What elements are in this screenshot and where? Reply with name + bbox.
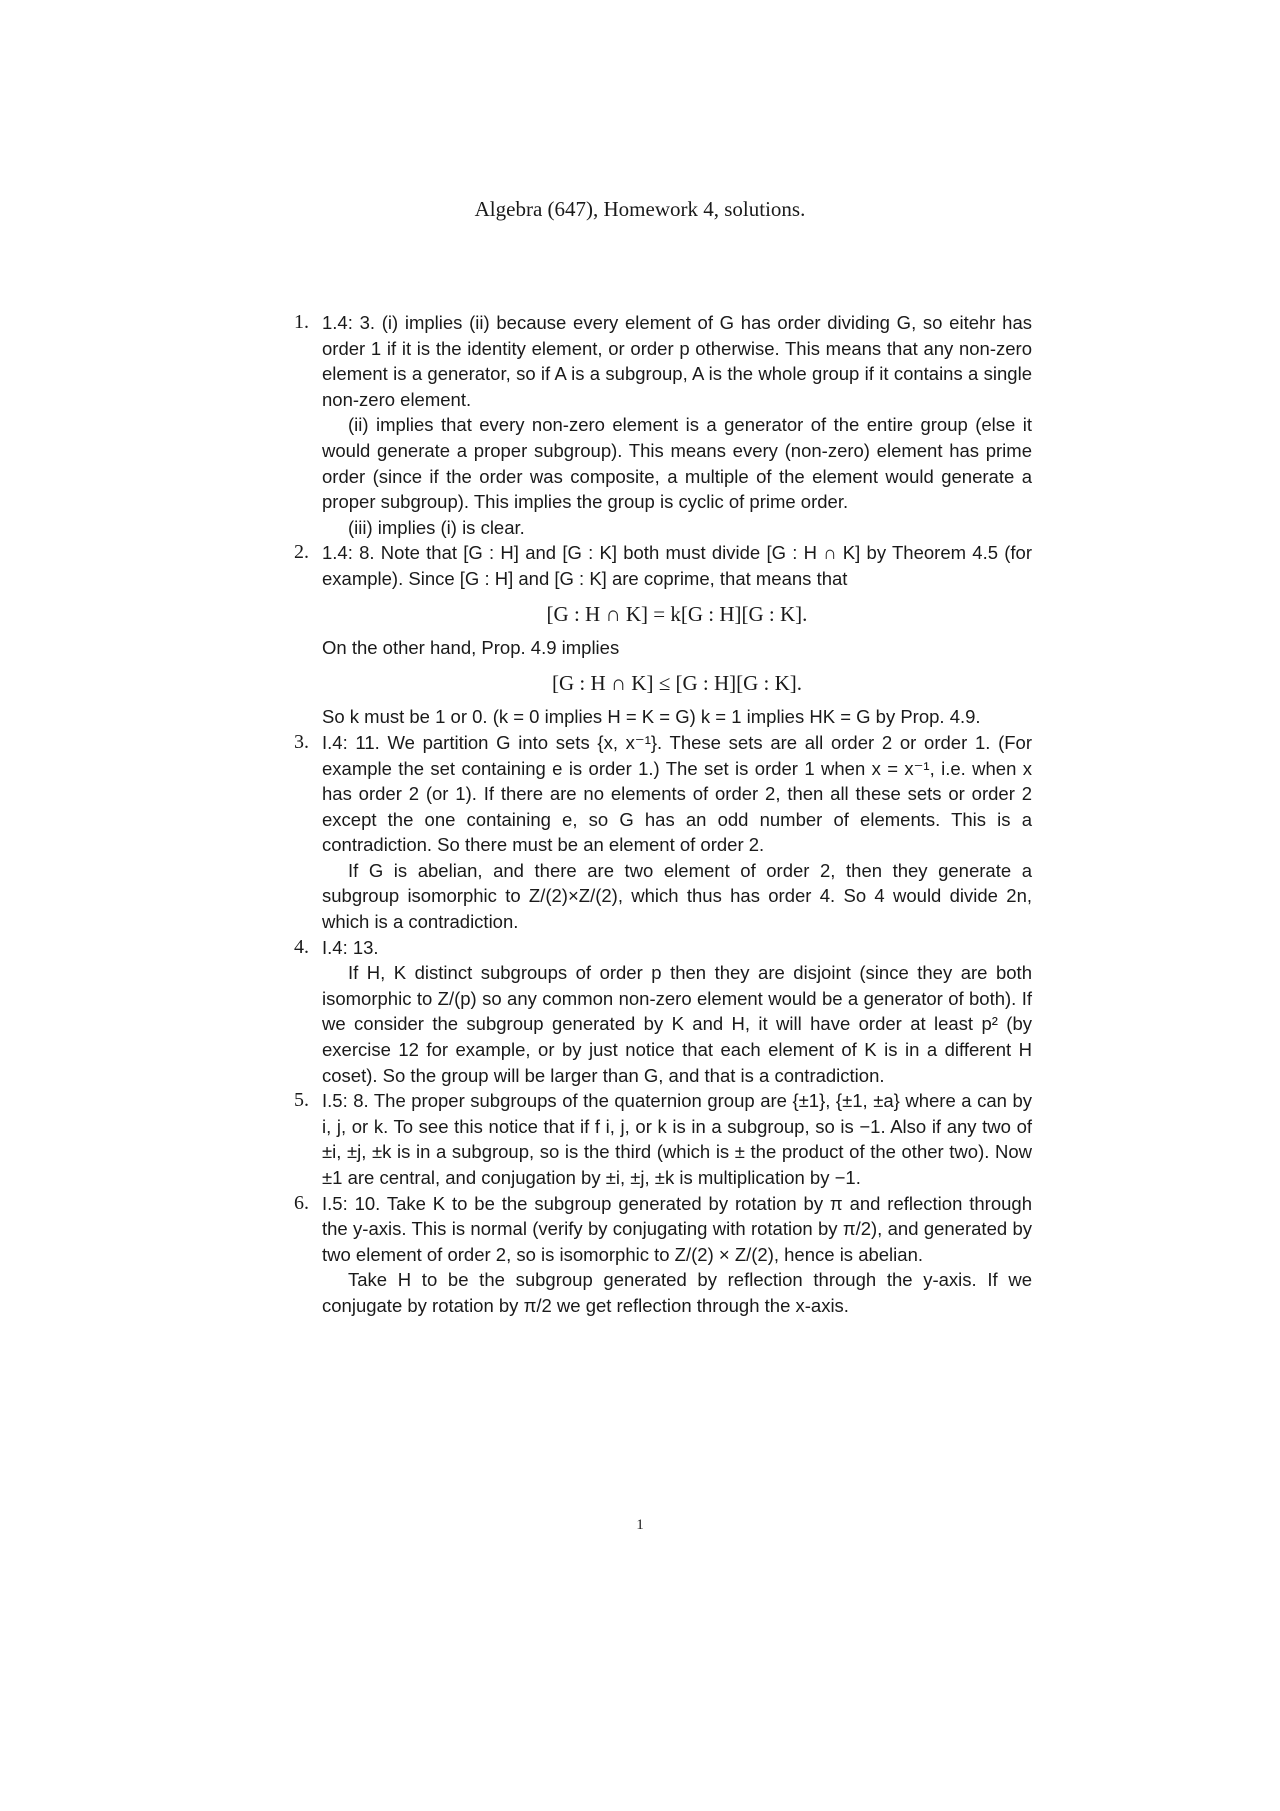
- problem-number: 1.: [294, 311, 309, 333]
- problem-paragraph: If G is abelian, and there are two element of order 2, then they generate a subgroup isomorphic to Z/(2)×Z/(2), which thus has order 4. So 4 would divide 2n, which is a contradiction.: [322, 859, 1032, 933]
- problem-paragraph: So k must be 1 or 0. (k = 0 implies H = K = G) k = 1 implies HK = G by Prop. 4.9.: [322, 706, 981, 728]
- solutions-list: [296, 310, 1032, 1319]
- problem-paragraph: 1.4: 3. (i) implies (ii) because every element of G has order dividing G, so eitehr has order 1 if it is the identity element, or order p otherwise. This means that any non-zero element is a generator, so if A is a subgroup, A is the whole group if it contains a single non-zero element.: [322, 312, 1032, 410]
- problem-5: [296, 1088, 1032, 1190]
- problem-3: [296, 730, 1032, 935]
- problem-6: [296, 1191, 1032, 1319]
- problem-paragraph: I.4: 11. We partition G into sets {x, x⁻¹}. These sets are all order 2 or order 1. (For example the set containing e is order 1.) The set is order 1 when x = x⁻¹, i.e. when x has order 2 (or 1). If there are no elements of order 2, then all these sets or order 2 except the one containing e, so G has an odd number of elements. This is a contradiction. So there must be an element of order 2.: [322, 731, 1032, 856]
- problem-paragraph: On the other hand, Prop. 4.9 implies: [322, 637, 620, 659]
- display-equation: [G : H ∩ K] ≤ [G : H][G : K].: [551, 670, 803, 695]
- problem-paragraph: 1.4: 8. Note that [G : H] and [G : K] both must divide [G : H ∩ K] by Theorem 4.5 (for example). Since [G : H] and [G : K] are coprime, that means that: [322, 542, 1032, 589]
- problem-number: 2.: [294, 541, 309, 564]
- document-title: Algebra (647), Homework 4, solutions.: [474, 197, 806, 221]
- problem-number: 4.: [294, 935, 309, 958]
- problem-2: [296, 540, 1032, 730]
- problem-1: [296, 310, 1032, 540]
- display-equation: [G : H ∩ K] = k[G : H][G : K].: [546, 601, 808, 626]
- problem-paragraph: Take H to be the subgroup generated by reflection through the y-axis. If we conjugate by rotation by π/2 we get reflection through the x-axis.: [322, 1269, 1032, 1316]
- problem-paragraph: I.5: 8. The proper subgroups of the quaternion group are {±1}, {±1, ±a} where a can by i, j, or k. To see this notice that if f i, j, or k is in a subgroup, so is −1. Also if any two of ±i, ±j, ±k is in a subgroup, so is the third (which is ± the product of the other two). Now ±1 are central, and conjugation by ±i, ±j, ±k is multiplication by −1.: [322, 1090, 1032, 1188]
- problem-paragraph: I.5: 10. Take K to be the subgroup generated by rotation by π and reflection through the y-axis. This is normal (verify by conjugating with rotation by π/2), and generated by two element of order 2, so is isomorphic to Z/(2) × Z/(2), hence is abelian.: [322, 1192, 1032, 1265]
- problem-paragraph: I.4: 13.: [322, 936, 379, 958]
- page-number: 1: [636, 1517, 644, 1533]
- problem-number: 6.: [294, 1191, 309, 1214]
- problem-paragraph: (ii) implies that every non-zero element is a generator of the entire group (else it would generate a proper subgroup). This means every (non-zero) element has prime order (since if the order was composite, a multiple of the element would generate a proper subgroup). This implies the group is cyclic of prime order.: [322, 414, 1032, 513]
- problem-paragraph: If H, K distinct subgroups of order p then they are disjoint (since they are both isomorphic to Z/(p) so any common non-zero element would be a generator of both). If we consider the subgroup generated by K and H, it will have order at least p² (by exercise 12 for example, or by just notice that each element of K is in a different H coset). So the group will be larger than G, and that is a contradiction.: [322, 962, 1032, 1086]
- problem-paragraph: (iii) implies (i) is clear.: [348, 516, 525, 538]
- problem-number: 3.: [294, 730, 309, 753]
- problem-number: 5.: [294, 1089, 309, 1112]
- problem-4: [296, 935, 1032, 1089]
